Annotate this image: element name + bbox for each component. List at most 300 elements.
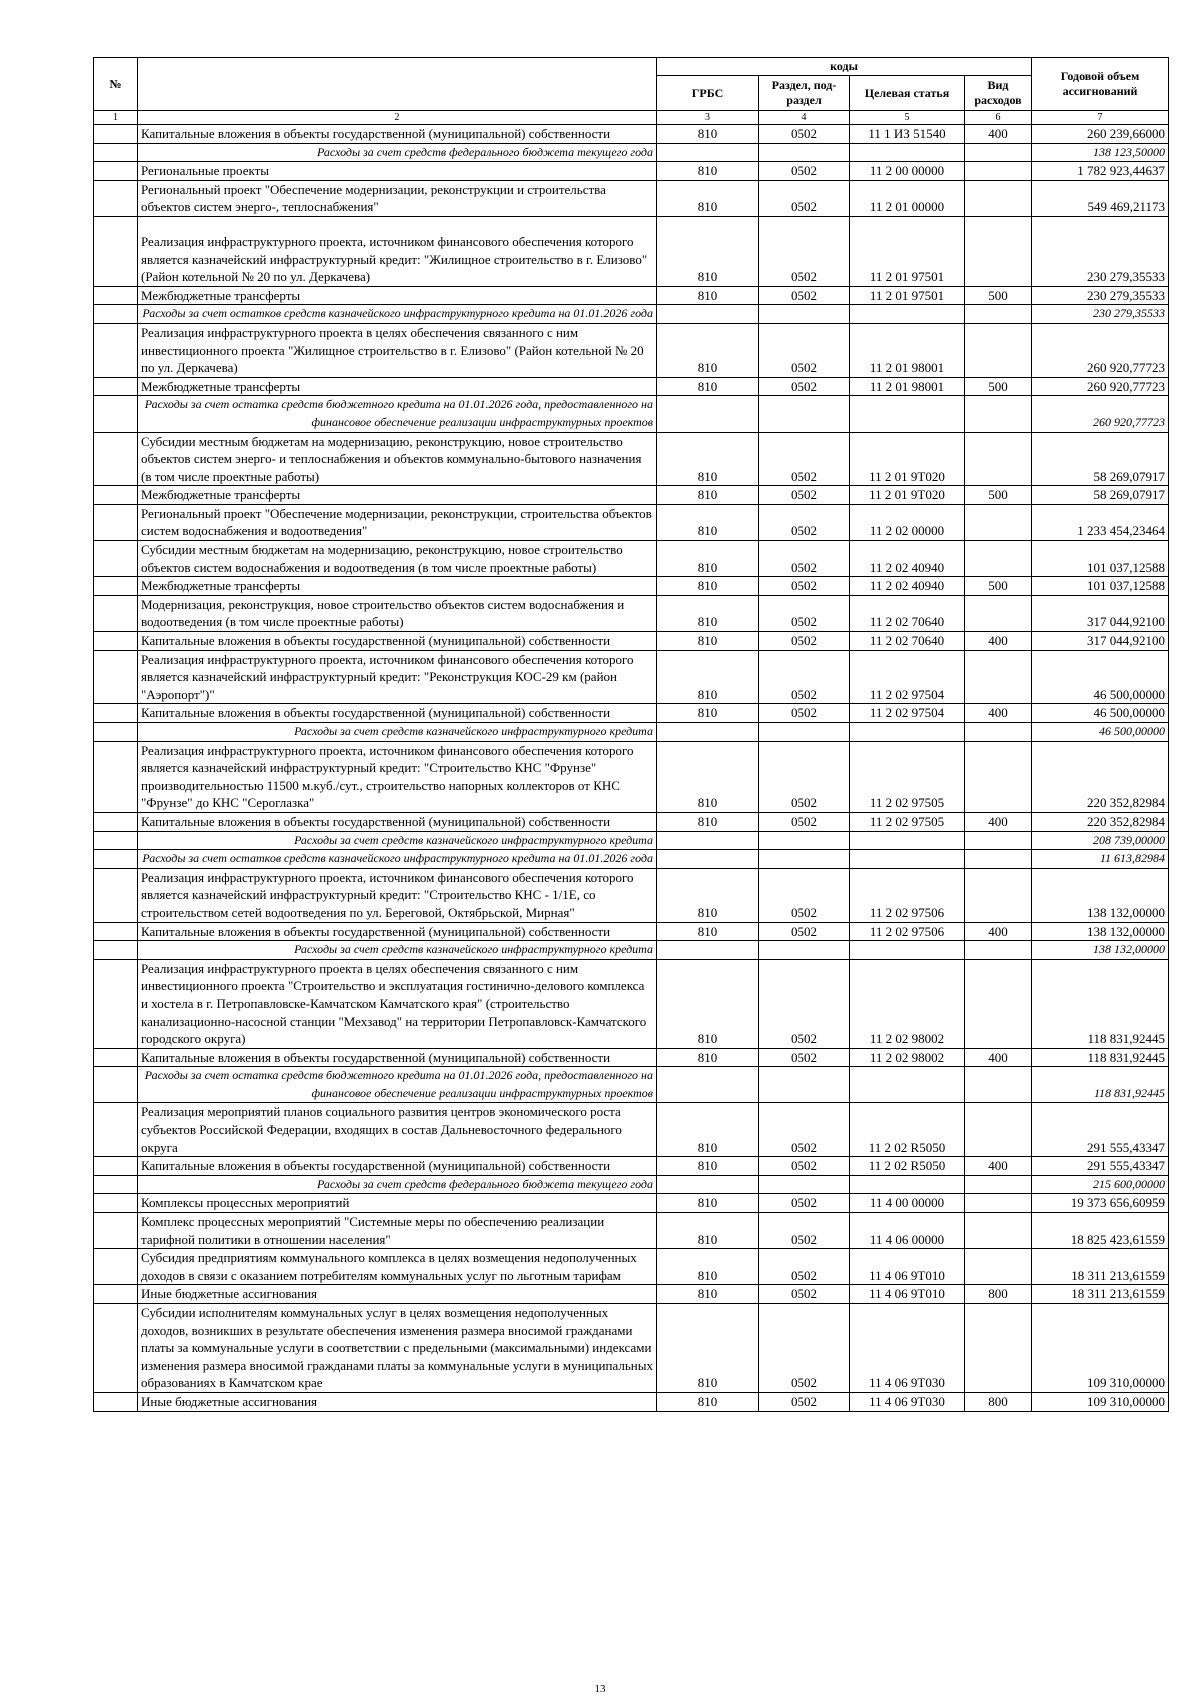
row-target: 11 2 01 98001 [850, 323, 965, 377]
row-grbs: 810 [657, 1194, 759, 1213]
row-number [94, 1392, 138, 1411]
row-number [94, 162, 138, 181]
row-number [94, 541, 138, 577]
row-grbs: 810 [657, 1103, 759, 1157]
row-number [94, 504, 138, 540]
row-number [94, 486, 138, 505]
row-section [759, 143, 850, 162]
row-grbs: 810 [657, 959, 759, 1048]
row-name: Реализация инфраструктурного проекта в целях обеспечения связанного с ним инвестиционного проекта "Жилищное строительство в г. Елизово" (Район котельной № 20 по ул. Деркачева) [138, 323, 657, 377]
table-row [94, 1194, 1169, 1213]
row-name: Реализация инфраструктурного проекта, источником финансового обеспечения которого является казначейский инфраструктурный кредит: "Жилищное строительство в г. Елизово" (Район котельной № 20 по ул. Деркачева) [138, 216, 657, 286]
row-target [850, 831, 965, 850]
row-target: 11 2 01 00000 [850, 180, 965, 216]
table-row [94, 541, 1169, 577]
column-index: 1 [94, 111, 138, 125]
row-target: 11 2 02 40940 [850, 577, 965, 596]
row-section: 0502 [759, 868, 850, 922]
header-codes: коды [657, 58, 1032, 76]
row-kind: 400 [965, 1157, 1032, 1176]
funding-source-row [94, 396, 1169, 432]
row-kind [965, 396, 1032, 432]
row-number [94, 377, 138, 396]
row-section: 0502 [759, 1285, 850, 1304]
row-target: 11 2 02 97506 [850, 922, 965, 941]
row-number [94, 432, 138, 486]
funding-source-row [94, 305, 1169, 324]
row-number [94, 650, 138, 704]
row-section: 0502 [759, 286, 850, 305]
row-amount: 101 037,12588 [1032, 577, 1169, 596]
row-name: Субсидии местным бюджетам на модернизацию, реконструкцию, новое строительство объектов систем энерго- и теплоснабжения и объектов коммунально-бытового назначения (в том числе проектные работы) [138, 432, 657, 486]
header-name-blank [138, 58, 657, 111]
column-index: 5 [850, 111, 965, 125]
header-section: Раздел, под-раздел [759, 76, 850, 111]
appropriations-table [93, 57, 1169, 1412]
row-kind [965, 941, 1032, 960]
row-target: 11 2 00 00000 [850, 162, 965, 181]
row-number [94, 868, 138, 922]
row-section: 0502 [759, 922, 850, 941]
row-name: Реализация инфраструктурного проекта, источником финансового обеспечения которого является казначейский инфраструктурный кредит: "Строительство КНС "Фрунзе" производительностью 11500 м.куб./сут., строительство напорных коллекторов от КНС "Фрунзе" до КНС "Сероглазка" [138, 741, 657, 812]
row-kind: 400 [965, 922, 1032, 941]
row-grbs: 810 [657, 125, 759, 144]
row-amount: 1 233 454,23464 [1032, 504, 1169, 540]
row-number [94, 143, 138, 162]
row-target: 11 2 02 40940 [850, 541, 965, 577]
table-row [94, 1285, 1169, 1304]
row-name: Иные бюджетные ассигнования [138, 1285, 657, 1304]
row-kind [965, 180, 1032, 216]
row-grbs: 810 [657, 162, 759, 181]
row-number [94, 831, 138, 850]
row-number [94, 577, 138, 596]
row-name: Капитальные вложения в объекты государственной (муниципальной) собственности [138, 1048, 657, 1067]
table-row [94, 1304, 1169, 1393]
row-name: Расходы за счет средств федерального бюджета текущего года [138, 143, 657, 162]
row-section: 0502 [759, 1304, 850, 1393]
row-grbs: 810 [657, 486, 759, 505]
row-name: Расходы за счет средств казначейского инфраструктурного кредита [138, 831, 657, 850]
row-grbs [657, 723, 759, 742]
row-amount: 260 920,77723 [1032, 377, 1169, 396]
row-name: Расходы за счет средств казначейского инфраструктурного кредита [138, 723, 657, 742]
row-name: Комплекс процессных мероприятий "Системные меры по обеспечению реализации тарифной политики в отношении населения" [138, 1213, 657, 1249]
row-grbs: 810 [657, 180, 759, 216]
row-kind [965, 959, 1032, 1048]
row-name: Межбюджетные трансферты [138, 286, 657, 305]
row-grbs: 810 [657, 704, 759, 723]
table-row [94, 1392, 1169, 1411]
header-amount: Годовой объем ассигнований [1032, 58, 1169, 111]
row-number [94, 1213, 138, 1249]
funding-source-row [94, 831, 1169, 850]
row-amount: 109 310,00000 [1032, 1392, 1169, 1411]
row-target: 11 4 06 9Т010 [850, 1285, 965, 1304]
table-row [94, 868, 1169, 922]
row-grbs: 810 [657, 1392, 759, 1411]
row-number [94, 286, 138, 305]
row-number [94, 125, 138, 144]
row-number [94, 741, 138, 812]
row-kind [965, 432, 1032, 486]
row-amount: 291 555,43347 [1032, 1157, 1169, 1176]
row-name: Субсидии исполнителям коммунальных услуг в целях возмещения недополученных доходов, возникших в результате обеспечения изменения размера вносимой гражданами платы за коммунальные услуги в соответствии с предельными (максимальными) индексами изменения размера вносимой гражданами платы за коммунальные услуги в муниципальных образованиях в Камчатском крае [138, 1304, 657, 1393]
funding-source-row [94, 941, 1169, 960]
row-section: 0502 [759, 577, 850, 596]
table-row [94, 323, 1169, 377]
row-number [94, 396, 138, 432]
row-number [94, 850, 138, 869]
table-row [94, 1157, 1169, 1176]
row-section: 0502 [759, 504, 850, 540]
row-name: Реализация инфраструктурного проекта, источником финансового обеспечения которого является казначейский инфраструктурный кредит: "Строительство КНС - 1/1Е, со строительством сетей водоотведения по ул. Береговой, Октябрьской, Мирная" [138, 868, 657, 922]
row-section: 0502 [759, 432, 850, 486]
table-row [94, 1249, 1169, 1285]
row-kind [965, 216, 1032, 286]
row-target: 11 2 01 9Т020 [850, 486, 965, 505]
row-target: 11 2 02 70640 [850, 632, 965, 651]
row-target: 11 2 02 97505 [850, 741, 965, 812]
row-grbs [657, 1067, 759, 1103]
row-name: Расходы за счет остатка средств бюджетного кредита на 01.01.2026 года, предоставленного на финансовое обеспечение реализации инфраструктурных проектов [138, 396, 657, 432]
row-grbs [657, 1175, 759, 1194]
row-amount: 220 352,82984 [1032, 812, 1169, 831]
row-amount: 230 279,35533 [1032, 305, 1169, 324]
row-name: Реализация мероприятий планов социального развития центров экономического роста субъектов Российской Федерации, входящих в состав Дальневосточного федерального округа [138, 1103, 657, 1157]
column-index: 2 [138, 111, 657, 125]
row-amount: 118 831,92445 [1032, 1048, 1169, 1067]
row-amount: 317 044,92100 [1032, 595, 1169, 631]
row-target: 11 2 02 97505 [850, 812, 965, 831]
funding-source-row [94, 723, 1169, 742]
row-grbs: 810 [657, 812, 759, 831]
row-kind: 400 [965, 1048, 1032, 1067]
row-grbs [657, 831, 759, 850]
row-kind [965, 1249, 1032, 1285]
row-grbs: 810 [657, 504, 759, 540]
row-target: 11 2 02 00000 [850, 504, 965, 540]
row-kind [965, 1304, 1032, 1393]
row-amount: 138 123,50000 [1032, 143, 1169, 162]
table-row [94, 125, 1169, 144]
row-name: Расходы за счет средств казначейского инфраструктурного кредита [138, 941, 657, 960]
row-name: Межбюджетные трансферты [138, 577, 657, 596]
row-amount: 118 831,92445 [1032, 959, 1169, 1048]
row-amount: 46 500,00000 [1032, 723, 1169, 742]
row-name: Капитальные вложения в объекты государственной (муниципальной) собственности [138, 632, 657, 651]
row-kind [965, 143, 1032, 162]
row-number [94, 323, 138, 377]
row-grbs: 810 [657, 1157, 759, 1176]
row-section: 0502 [759, 650, 850, 704]
column-index: 3 [657, 111, 759, 125]
row-number [94, 959, 138, 1048]
row-kind: 400 [965, 632, 1032, 651]
row-grbs: 810 [657, 1249, 759, 1285]
row-grbs: 810 [657, 650, 759, 704]
table-row [94, 577, 1169, 596]
table-row [94, 504, 1169, 540]
row-target: 11 2 02 97504 [850, 650, 965, 704]
row-section: 0502 [759, 741, 850, 812]
row-section: 0502 [759, 595, 850, 631]
row-amount: 230 279,35533 [1032, 286, 1169, 305]
row-section [759, 831, 850, 850]
row-number [94, 723, 138, 742]
row-name: Модернизация, реконструкция, новое строительство объектов систем водоснабжения и водоотведения (в том числе проектные работы) [138, 595, 657, 631]
row-grbs: 810 [657, 632, 759, 651]
row-amount: 58 269,07917 [1032, 486, 1169, 505]
row-section: 0502 [759, 541, 850, 577]
row-grbs: 810 [657, 577, 759, 596]
row-amount: 109 310,00000 [1032, 1304, 1169, 1393]
row-kind [965, 162, 1032, 181]
row-amount: 18 311 213,61559 [1032, 1249, 1169, 1285]
table-row [94, 812, 1169, 831]
row-amount: 118 831,92445 [1032, 1067, 1169, 1103]
row-amount: 46 500,00000 [1032, 650, 1169, 704]
row-number [94, 704, 138, 723]
row-grbs: 810 [657, 216, 759, 286]
row-kind: 400 [965, 125, 1032, 144]
table-row [94, 922, 1169, 941]
table-row [94, 432, 1169, 486]
row-kind: 400 [965, 704, 1032, 723]
row-number [94, 1103, 138, 1157]
row-grbs: 810 [657, 377, 759, 396]
row-amount: 208 739,00000 [1032, 831, 1169, 850]
row-amount: 138 132,00000 [1032, 922, 1169, 941]
row-kind: 400 [965, 812, 1032, 831]
row-section: 0502 [759, 377, 850, 396]
row-number [94, 922, 138, 941]
row-grbs: 810 [657, 432, 759, 486]
row-kind [965, 1175, 1032, 1194]
column-index: 6 [965, 111, 1032, 125]
row-kind: 500 [965, 577, 1032, 596]
row-number [94, 1194, 138, 1213]
table-row [94, 1103, 1169, 1157]
table-header [94, 58, 1169, 125]
row-amount: 19 373 656,60959 [1032, 1194, 1169, 1213]
row-grbs [657, 941, 759, 960]
row-target [850, 941, 965, 960]
table-row [94, 959, 1169, 1048]
table-row [94, 162, 1169, 181]
table-row [94, 704, 1169, 723]
row-name: Субсидии местным бюджетам на модернизацию, реконструкцию, новое строительство объектов систем водоснабжения и водоотведения (в том числе проектные работы) [138, 541, 657, 577]
row-name: Расходы за счет средств федерального бюджета текущего года [138, 1175, 657, 1194]
row-section: 0502 [759, 162, 850, 181]
row-section [759, 941, 850, 960]
row-number [94, 180, 138, 216]
row-kind: 500 [965, 286, 1032, 305]
row-section [759, 305, 850, 324]
row-section: 0502 [759, 216, 850, 286]
row-grbs: 810 [657, 286, 759, 305]
row-number [94, 1157, 138, 1176]
row-target: 11 2 01 9Т020 [850, 432, 965, 486]
row-amount: 138 132,00000 [1032, 868, 1169, 922]
row-section [759, 723, 850, 742]
row-target [850, 1067, 965, 1103]
row-name: Расходы за счет остатка средств бюджетного кредита на 01.01.2026 года, предоставленного на финансовое обеспечение реализации инфраструктурных проектов [138, 1067, 657, 1103]
row-section [759, 1175, 850, 1194]
row-target: 11 2 01 97501 [850, 216, 965, 286]
table-row [94, 180, 1169, 216]
row-number [94, 1304, 138, 1393]
row-number [94, 1175, 138, 1194]
row-amount: 138 132,00000 [1032, 941, 1169, 960]
table-body [94, 125, 1169, 1412]
row-amount: 1 782 923,44637 [1032, 162, 1169, 181]
row-kind [965, 1103, 1032, 1157]
row-grbs: 810 [657, 595, 759, 631]
row-grbs: 810 [657, 1285, 759, 1304]
row-grbs: 810 [657, 541, 759, 577]
row-target: 11 4 06 9Т030 [850, 1392, 965, 1411]
row-target: 11 2 02 98002 [850, 959, 965, 1048]
row-target: 11 4 06 00000 [850, 1213, 965, 1249]
row-section: 0502 [759, 125, 850, 144]
row-grbs [657, 305, 759, 324]
column-index: 7 [1032, 111, 1169, 125]
row-name: Комплексы процессных мероприятий [138, 1194, 657, 1213]
row-section: 0502 [759, 1048, 850, 1067]
row-amount: 317 044,92100 [1032, 632, 1169, 651]
row-grbs: 810 [657, 323, 759, 377]
column-index: 4 [759, 111, 850, 125]
row-target [850, 305, 965, 324]
page-number: 13 [594, 1683, 606, 1695]
row-amount: 58 269,07917 [1032, 432, 1169, 486]
row-kind: 800 [965, 1285, 1032, 1304]
row-section: 0502 [759, 704, 850, 723]
row-amount: 18 825 423,61559 [1032, 1213, 1169, 1249]
row-amount: 291 555,43347 [1032, 1103, 1169, 1157]
table-row [94, 632, 1169, 651]
row-grbs: 810 [657, 1304, 759, 1393]
row-kind [965, 305, 1032, 324]
row-name: Расходы за счет остатков средств казначейского инфраструктурного кредита на 01.01.2026 года [138, 305, 657, 324]
table-row [94, 1048, 1169, 1067]
row-section [759, 850, 850, 869]
row-kind [965, 831, 1032, 850]
row-number [94, 595, 138, 631]
row-kind [965, 741, 1032, 812]
row-name: Капитальные вложения в объекты государственной (муниципальной) собственности [138, 922, 657, 941]
table-row [94, 650, 1169, 704]
row-target: 11 4 06 9Т030 [850, 1304, 965, 1393]
row-target: 11 2 01 97501 [850, 286, 965, 305]
row-name: Межбюджетные трансферты [138, 377, 657, 396]
row-number [94, 216, 138, 286]
row-grbs: 810 [657, 1048, 759, 1067]
row-section: 0502 [759, 1249, 850, 1285]
header-kind: Вид расходов [965, 76, 1032, 111]
row-target [850, 723, 965, 742]
row-amount: 260 920,77723 [1032, 396, 1169, 432]
row-amount: 46 500,00000 [1032, 704, 1169, 723]
row-kind [965, 541, 1032, 577]
row-kind [965, 1194, 1032, 1213]
row-kind: 500 [965, 486, 1032, 505]
row-kind: 800 [965, 1392, 1032, 1411]
row-section: 0502 [759, 1194, 850, 1213]
row-section: 0502 [759, 1213, 850, 1249]
row-kind: 500 [965, 377, 1032, 396]
row-target [850, 850, 965, 869]
row-grbs [657, 850, 759, 869]
row-grbs: 810 [657, 868, 759, 922]
row-target: 11 4 00 00000 [850, 1194, 965, 1213]
row-amount: 230 279,35533 [1032, 216, 1169, 286]
row-section: 0502 [759, 959, 850, 1048]
row-grbs: 810 [657, 741, 759, 812]
row-name: Субсидия предприятиям коммунального комплекса в целях возмещения недополученных доходов в связи с оказанием потребителям коммунальных услуг по льготным тарифам [138, 1249, 657, 1285]
row-section [759, 1067, 850, 1103]
row-target [850, 1175, 965, 1194]
table-row [94, 1213, 1169, 1249]
table-row [94, 741, 1169, 812]
funding-source-row [94, 1175, 1169, 1194]
row-amount: 260 239,66000 [1032, 125, 1169, 144]
header-grbs: ГРБС [657, 76, 759, 111]
row-name: Иные бюджетные ассигнования [138, 1392, 657, 1411]
row-amount: 260 920,77723 [1032, 323, 1169, 377]
row-target: 11 2 02 97504 [850, 704, 965, 723]
row-section: 0502 [759, 323, 850, 377]
row-number [94, 305, 138, 324]
row-target: 11 4 06 9Т010 [850, 1249, 965, 1285]
row-section: 0502 [759, 632, 850, 651]
row-name: Капитальные вложения в объекты государственной (муниципальной) собственности [138, 125, 657, 144]
row-section [759, 396, 850, 432]
row-kind [965, 868, 1032, 922]
row-section: 0502 [759, 1157, 850, 1176]
row-grbs: 810 [657, 1213, 759, 1249]
header-num: № [94, 58, 138, 111]
row-number [94, 1249, 138, 1285]
row-number [94, 1067, 138, 1103]
row-target [850, 396, 965, 432]
row-number [94, 632, 138, 651]
row-amount: 101 037,12588 [1032, 541, 1169, 577]
row-name: Региональные проекты [138, 162, 657, 181]
row-grbs: 810 [657, 922, 759, 941]
row-amount: 11 613,82984 [1032, 850, 1169, 869]
funding-source-row [94, 850, 1169, 869]
row-name: Расходы за счет остатков средств казначейского инфраструктурного кредита на 01.01.2026 года [138, 850, 657, 869]
row-number [94, 941, 138, 960]
row-kind [965, 1067, 1032, 1103]
funding-source-row [94, 1067, 1169, 1103]
row-target: 11 2 01 98001 [850, 377, 965, 396]
table-row [94, 595, 1169, 631]
row-name: Региональный проект "Обеспечение модернизации, реконструкции, строительства объектов систем водоснабжения и водоотведения" [138, 504, 657, 540]
row-name: Межбюджетные трансферты [138, 486, 657, 505]
row-name: Капитальные вложения в объекты государственной (муниципальной) собственности [138, 704, 657, 723]
table-row [94, 286, 1169, 305]
row-name: Реализация инфраструктурного проекта в целях обеспечения связанного с ним инвестиционного проекта "Строительство и эксплуатация гостинично-делового комплекса и хостела в г. Петропавловске-Камчатском Камчатского края" (строительство канализационно-насосной станции "Мехзавод" на территории Петропавловск-Камчатского городского округа) [138, 959, 657, 1048]
funding-source-row [94, 143, 1169, 162]
table-row [94, 377, 1169, 396]
row-grbs [657, 396, 759, 432]
table-row [94, 216, 1169, 286]
row-name: Капитальные вложения в объекты государственной (муниципальной) собственности [138, 812, 657, 831]
row-target: 11 2 02 70640 [850, 595, 965, 631]
